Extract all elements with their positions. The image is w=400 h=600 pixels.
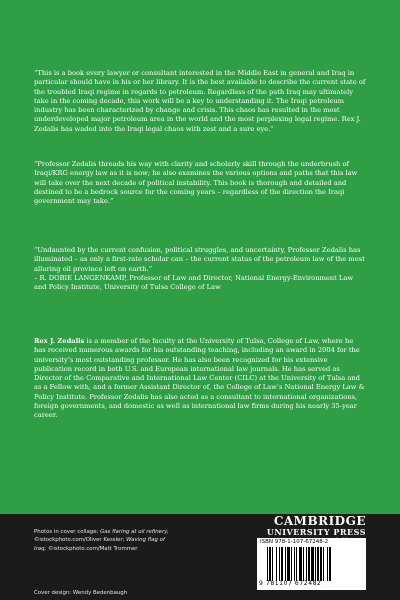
barcode-stripe	[267, 547, 268, 581]
barcode-stripe	[315, 547, 316, 581]
barcode-stripe	[272, 547, 273, 581]
barcode-stripe	[303, 547, 304, 581]
barcode-stripe	[329, 547, 331, 581]
credit-italic: Gas flaring at oil refinery,	[100, 529, 169, 535]
bio-text: is a member of the faculty at the University of Tulsa, College of Law, where he has received numerous awards for his outstanding teaching, including an award in 2004 for the university’s most outstanding professor. He has also been recognized for his extensive publication record in both U.S. and European international law journals. He has served as Director of the Comparative and International Law Center (CILC) at the University of Tulsa and as a Fellow with, and a former Assistant Director of, the College of Law’s National Energy Law & Policy Institute. Professor Zedalis has also acted as a consultant to international organizations, foreign governments, and domestic as well as international law firms during his nearly 35-year career.	[34, 337, 365, 420]
cover-designer: Cover design: Wendy Bedenbaugh	[34, 590, 128, 596]
barcode-number: 9 781107 672482	[259, 580, 322, 587]
barcode-stripe	[323, 547, 324, 581]
barcode-stripe	[276, 547, 277, 581]
endorsement-quote-1	[34, 69, 366, 145]
isbn-label: ISBN 978-1-107-67248-2	[260, 539, 329, 545]
barcode-bars	[267, 547, 363, 581]
credit-text: ©istockphoto.com/Matt Trommer	[46, 545, 138, 552]
author-name: Rex J. Zedalis	[34, 337, 85, 345]
barcode-stripe	[320, 547, 322, 581]
publisher-name: CAMBRIDGE	[273, 514, 366, 528]
credit-text: Photos in cover collage:	[34, 529, 101, 535]
quote-text: “Professor Zedalis threads his way with clarity and scholarly skill through the underbrush of Iraqi/KRG energy law as it is now; he also examines the various options and paths that this law will take over the next decade of political instability. This book is thorough and detailed and destined to be a bedrock source for the coming years – regardless of the direction the Iraqi government may take.”	[34, 160, 358, 206]
author-bio	[34, 337, 366, 432]
barcode-stripe	[285, 547, 286, 581]
quote-text: “This is a book every lawyer or consultant interested in the Middle East in general and Iraq in particular should have in his or her library. It is the best available to describe the current state of the troubled Iraqi regime in regards to petroleum. Regardless of the path Iraq may ultimately take in the coming decade, this work will be a key to understanding it. The Iraqi petroleum industry has been characterized by change and crisis. This chaos has resulted in the most underdeveloped major petroleum area in the world and the most perplexing legal regime. Rex J. Zedalis has waded into the Iraqi legal chaos with zest and a sure eye.”	[34, 69, 366, 133]
endorsement-quote-2	[34, 160, 366, 217]
barcode	[257, 538, 366, 590]
barcode-stripe	[311, 547, 314, 581]
credit-italic: Iraq,	[34, 545, 47, 552]
endorsement-quote-3	[34, 246, 366, 303]
barcode-stripe	[279, 547, 280, 581]
barcode-stripe	[299, 547, 302, 581]
barcode-stripe	[308, 547, 310, 581]
barcode-stripe	[294, 547, 295, 581]
credit-text: ©istockphoto.com/Oliver Kessler;	[34, 537, 127, 544]
barcode-stripe	[287, 547, 290, 581]
barcode-stripe	[296, 547, 297, 581]
barcode-stripe	[291, 547, 292, 581]
publisher-subname: UNIVERSITY PRESS	[266, 527, 366, 537]
quote-attribution: – R. DOBIE LANGENKAMP, Professor of Law and Director, National Energy-Environment Law and Policy Institute, University of Tulsa College of Law	[34, 273, 354, 292]
barcode-stripe	[306, 547, 307, 581]
barcode-stripe	[269, 547, 271, 581]
quote-text: “Undaunted by the current confusion, political struggles, and uncertainty, Professor Zedalis has illuminated – as only a first-rate scholar can – the current status of the petroleum law of the most alluring oil province left on earth.”	[34, 246, 365, 273]
barcode-stripe	[281, 547, 283, 581]
photo-credits	[34, 528, 214, 553]
barcode-stripe	[327, 547, 328, 581]
credit-italic: Waving flag of	[126, 537, 165, 544]
barcode-stripe	[317, 547, 319, 581]
